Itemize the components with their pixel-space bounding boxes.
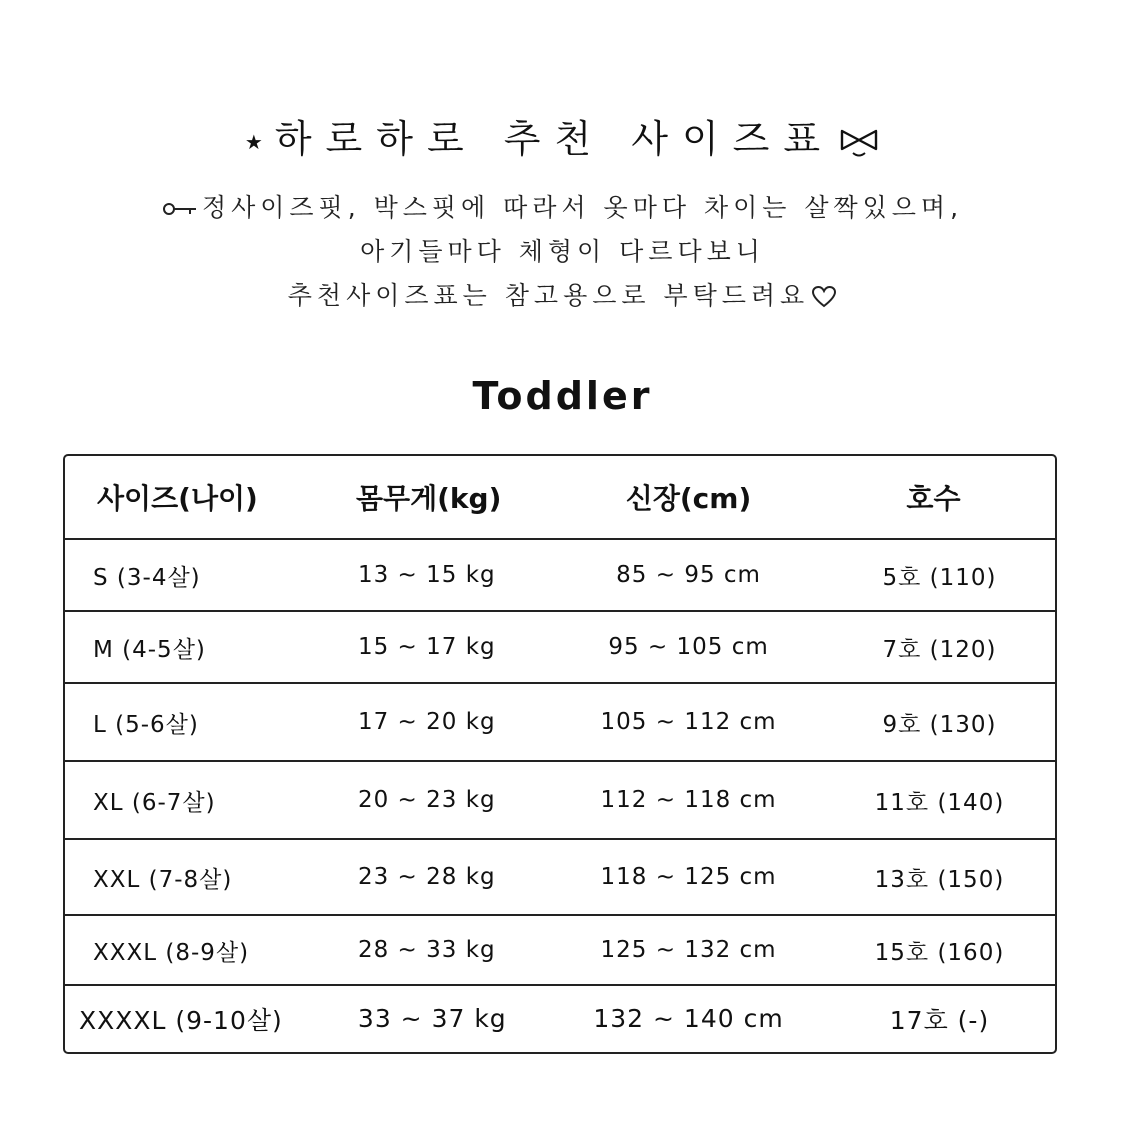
header-korean-size: 호수 xyxy=(906,482,961,515)
cell-height: 95 ~ 105 cm xyxy=(608,634,769,660)
page-title xyxy=(0,108,1125,163)
cell-weight: 15 ~ 17 kg xyxy=(357,634,496,660)
notice-line-3: 추천사이즈표는 참고용으로 부탁드려요 xyxy=(0,274,1125,318)
cell-size-age: XXXXL (9-10살) xyxy=(79,1005,283,1035)
cell-korean-size: 9호 (130) xyxy=(882,711,997,738)
cell-size-age: XXL (7-8살) xyxy=(93,866,233,893)
cell-size-age: XL (6-7살) xyxy=(93,789,216,816)
bow-icon xyxy=(838,125,880,159)
cell-height: 125 ~ 132 cm xyxy=(600,937,777,963)
table-row xyxy=(65,916,1055,986)
cell-weight: 33 ~ 37 kg xyxy=(357,1004,507,1033)
cell-height: 118 ~ 125 cm xyxy=(600,864,777,890)
cell-size-age: M (4-5살) xyxy=(93,636,206,663)
star-icon: ★ xyxy=(244,129,263,154)
cell-height: 105 ~ 112 cm xyxy=(600,709,777,735)
cell-korean-size: 11호 (140) xyxy=(874,789,1005,816)
table-row xyxy=(65,986,1055,1051)
header-size-age: 사이즈(나이) xyxy=(97,482,258,515)
notice-line-1: 정사이즈핏, 박스핏에 따라서 옷마다 차이는 살짝있으며, xyxy=(0,186,1125,230)
cell-height: 85 ~ 95 cm xyxy=(616,562,761,588)
table-header-row xyxy=(65,456,1055,540)
cell-weight: 13 ~ 15 kg xyxy=(357,562,496,588)
section-title: Toddler xyxy=(472,374,653,418)
cell-height: 112 ~ 118 cm xyxy=(600,787,777,813)
cell-korean-size: 7호 (120) xyxy=(882,636,997,663)
pin-icon xyxy=(162,201,198,217)
size-chart-table xyxy=(63,454,1057,1054)
table-row xyxy=(65,762,1055,840)
cell-height: 132 ~ 140 cm xyxy=(593,1004,784,1033)
notice-line-2: 아기들마다 체형이 다르다보니 xyxy=(360,237,765,266)
cell-size-age: XXXL (8-9살) xyxy=(93,939,250,966)
cell-weight: 20 ~ 23 kg xyxy=(357,787,496,813)
cell-weight: 17 ~ 20 kg xyxy=(357,709,496,735)
cell-size-age: S (3-4살) xyxy=(93,564,201,591)
cell-korean-size: 17호 (-) xyxy=(889,1005,990,1035)
cell-korean-size: 13호 (150) xyxy=(874,866,1005,893)
table-row xyxy=(65,540,1055,612)
cell-korean-size: 5호 (110) xyxy=(882,564,997,591)
header-height: 신장(cm) xyxy=(625,482,752,515)
header-weight: 몸무게(kg) xyxy=(355,482,502,515)
cell-size-age: L (5-6살) xyxy=(93,711,199,738)
page-title-text: 하로하로 추천 사이즈표 xyxy=(274,117,835,161)
table-row xyxy=(65,612,1055,684)
cell-weight: 28 ~ 33 kg xyxy=(357,937,496,963)
notice-text xyxy=(0,186,1125,318)
table-row xyxy=(65,840,1055,916)
cell-korean-size: 15호 (160) xyxy=(874,939,1005,966)
table-row xyxy=(65,684,1055,762)
heart-icon xyxy=(811,285,837,309)
cell-weight: 23 ~ 28 kg xyxy=(357,864,496,890)
